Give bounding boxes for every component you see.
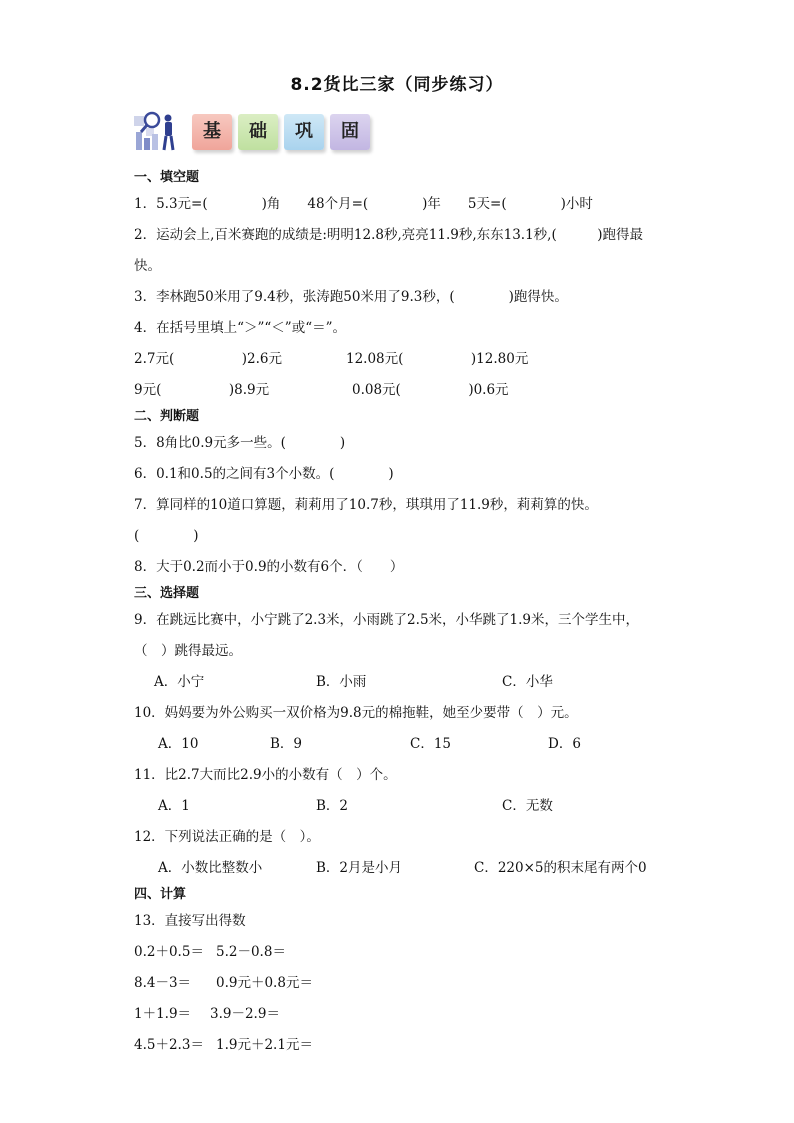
banner-char-1: 基 — [192, 114, 232, 150]
question-12: 12．下列说法正确的是（ ）。 — [134, 829, 320, 845]
calc-item: 3.9－2.9＝ — [210, 1006, 280, 1022]
option: A．1 — [158, 798, 190, 814]
option: D．6 — [548, 736, 581, 752]
question-7: 7．算同样的10道口算题，莉莉用了10.7秒，琪琪用了11.9秒，莉莉算的快。 — [134, 497, 598, 513]
calc-item: 4.5＋2.3＝ — [134, 1037, 204, 1053]
banner-char-2: 础 — [238, 114, 278, 150]
calc-item: 1＋1.9＝ — [134, 1006, 192, 1022]
option: A．小宁 — [154, 674, 205, 690]
option: B．9 — [270, 736, 303, 752]
compare-item: 12.08元( )12.80元 — [346, 351, 529, 367]
question-8: 8．大于0.2而小于0.9的小数有6个．（ ） — [134, 559, 404, 575]
section-heading-calc: 四、计算 — [134, 887, 187, 902]
section-heading-judge: 二、判断题 — [134, 409, 200, 424]
question-2-cont: 快。 — [134, 258, 161, 274]
option: A．10 — [158, 736, 199, 752]
option: C．15 — [410, 736, 452, 752]
banner-char-4: 固 — [330, 114, 370, 150]
question-9: 9．在跳远比赛中，小宁跳了2.3米，小雨跳了2.5米，小华跳了1.9米，三个学生中， — [134, 612, 639, 628]
question-1: 1．5.3元=( )角 48个月=( )年 5天=( )小时 — [134, 196, 593, 212]
question-11: 11．比2.7大而比2.9小的小数有（ ）个。 — [134, 767, 397, 783]
question-5: 5．8角比0.9元多一些。( ) — [134, 435, 346, 451]
section-heading-fill: 一、填空题 — [134, 170, 200, 185]
compare-item: 0.08元( )0.6元 — [352, 382, 509, 398]
calc-item: 1.9元＋2.1元＝ — [216, 1037, 313, 1053]
option: C．220×5的积末尾有两个0 — [474, 860, 647, 876]
magnifier-person-icon — [132, 108, 184, 156]
option: A．小数比整数小 — [158, 860, 263, 876]
question-13: 13．直接写出得数 — [134, 913, 246, 929]
calc-item: 5.2－0.8＝ — [216, 944, 286, 960]
option: B．小雨 — [316, 674, 367, 690]
question-2: 2．运动会上,百米赛跑的成绩是:明明12.8秒,亮亮11.9秒,东东13.1秒,( )跑得最 — [134, 227, 644, 243]
compare-item: 2.7元( )2.6元 — [134, 351, 282, 367]
page-title: 8.2货比三家（同步练习） — [290, 75, 504, 95]
calc-item: 0.2＋0.5＝ — [134, 944, 204, 960]
calc-item: 0.9元＋0.8元＝ — [216, 975, 313, 991]
question-9-cont: （ ）跳得最远。 — [134, 643, 242, 659]
banner-char-3: 巩 — [284, 114, 324, 150]
question-4: 4．在括号里填上“＞”“＜”或“＝”。 — [134, 320, 346, 336]
question-3: 3．李林跑50米用了9.4秒，张涛跑50米用了9.3秒，( )跑得快。 — [134, 289, 568, 305]
option: C．小华 — [502, 674, 553, 690]
question-6: 6．0.1和0.5的之间有3个小数。( ) — [134, 466, 394, 482]
compare-item: 9元( )8.9元 — [134, 382, 270, 398]
option: C．无数 — [502, 798, 553, 814]
option: B．2 — [316, 798, 349, 814]
question-7-cont: ( ) — [134, 528, 199, 544]
option: B．2月是小月 — [316, 860, 403, 876]
calc-item: 8.4－3＝ — [134, 975, 192, 991]
section-heading-choice: 三、选择题 — [134, 586, 200, 601]
section-banner — [132, 108, 372, 156]
question-10: 10．妈妈要为外公购买一双价格为9.8元的棉拖鞋，她至少要带（ ）元。 — [134, 705, 578, 721]
